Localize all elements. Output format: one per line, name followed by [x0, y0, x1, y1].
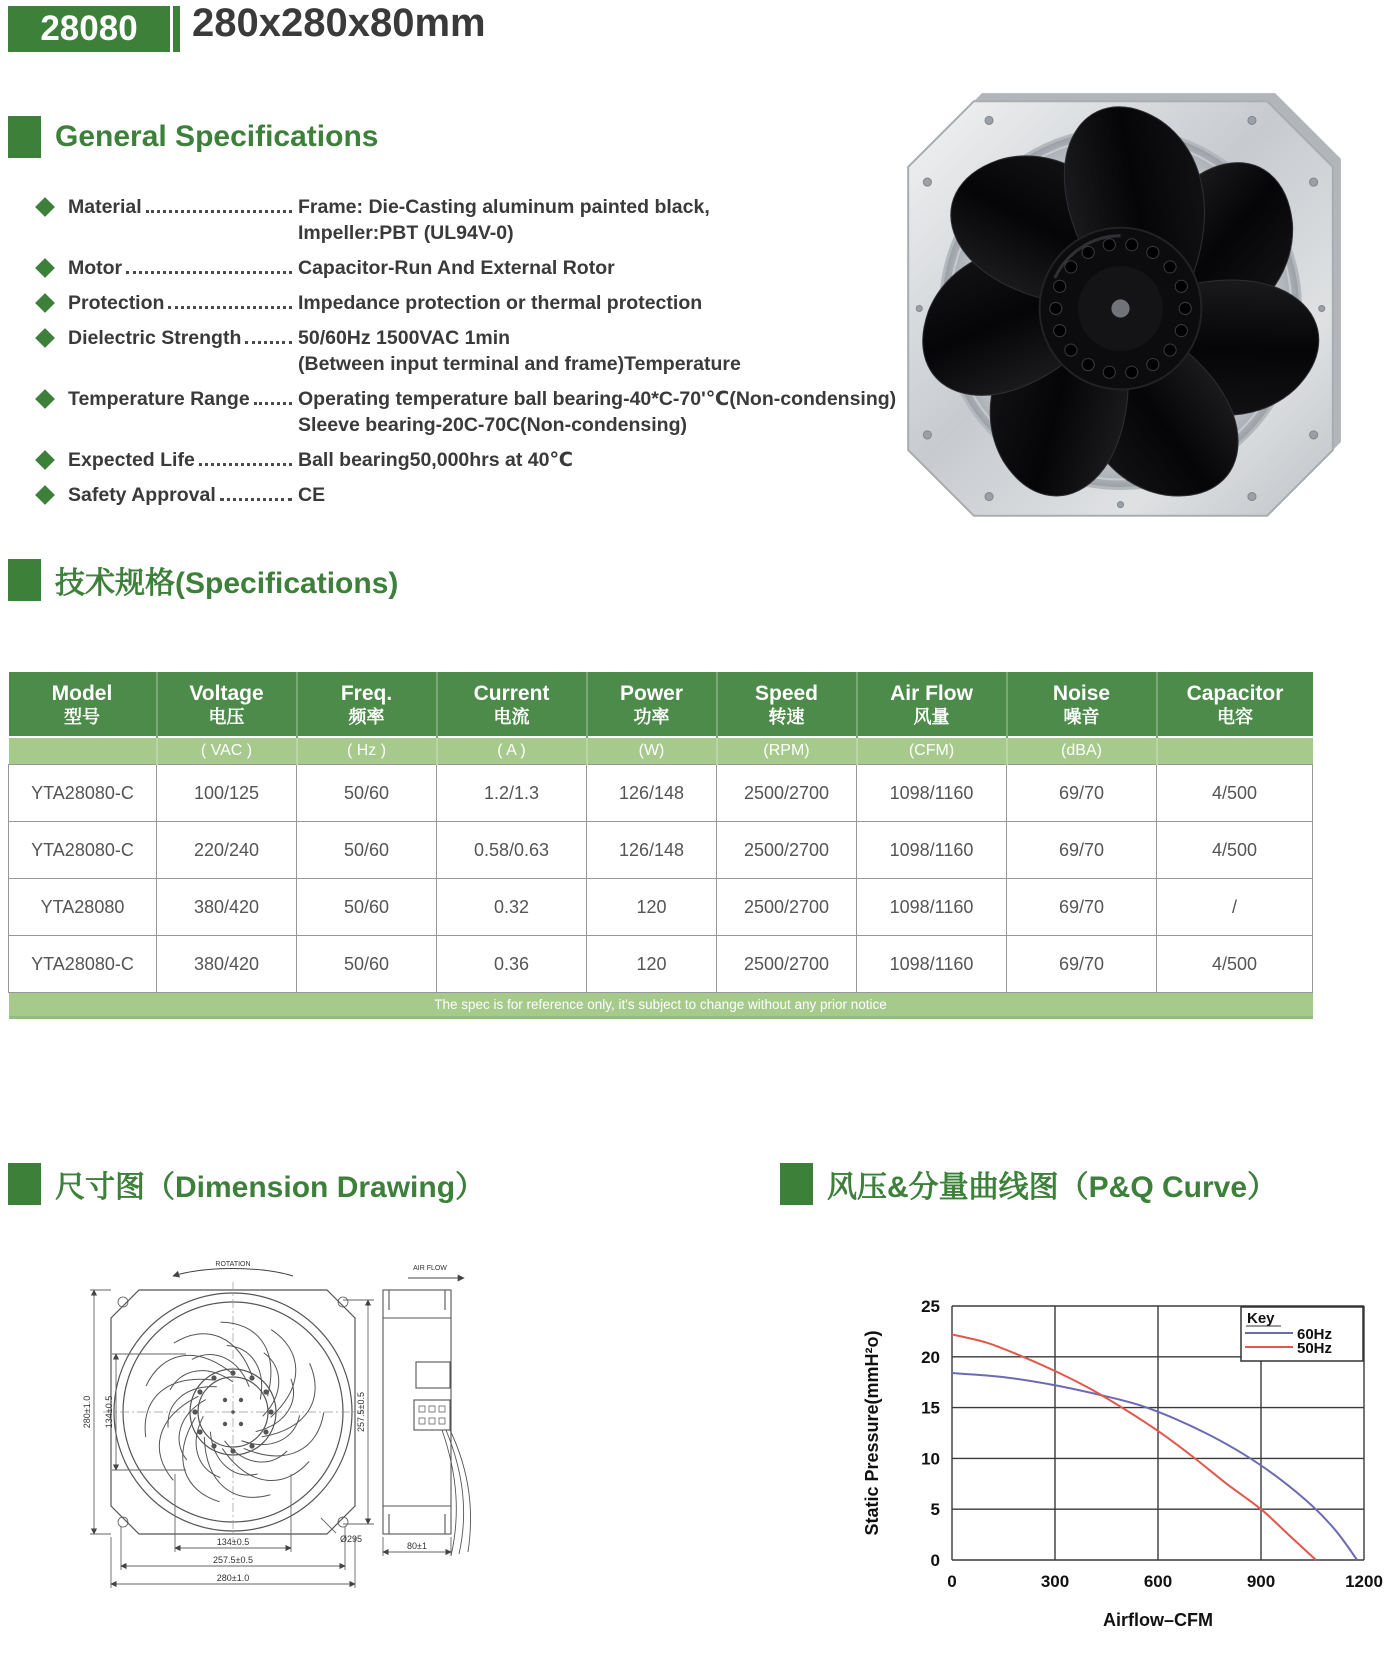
column-unit: (W) — [587, 737, 717, 765]
column-header: Speed 转速 — [717, 672, 857, 737]
legend-label-50Hz: 50Hz — [1297, 1340, 1333, 1357]
column-unit: (dBA) — [1007, 737, 1157, 765]
dim-depth: 80±1 — [407, 1541, 427, 1551]
dot-leader — [245, 326, 292, 344]
spec-table — [8, 672, 1313, 1019]
table-cell: 2500/2700 — [717, 879, 857, 936]
spec-item — [30, 447, 910, 473]
y-tick-label: 10 — [921, 1449, 940, 1469]
column-header: Freq. 频率 — [297, 672, 437, 737]
column-header: Power 功率 — [587, 672, 717, 737]
spec-item-label: Temperature Range — [68, 386, 298, 412]
column-header: Capacitor 电容 — [1157, 672, 1313, 737]
dot-leader — [220, 483, 292, 501]
table-cell: 1.2/1.3 — [437, 765, 587, 822]
green-square-icon — [8, 559, 41, 601]
pq-curve-chart — [852, 1248, 1400, 1666]
table-cell: YTA28080-C — [9, 936, 157, 993]
table-cell: 50/60 — [297, 879, 437, 936]
spec-item-value: 50/60Hz 1500VAC 1min (Between input terminal and frame)Temperature — [298, 327, 741, 375]
column-header: Air Flow 风量 — [857, 672, 1007, 737]
table-row — [9, 936, 1313, 993]
diamond-bullet-icon — [35, 328, 55, 348]
table-cell: 69/70 — [1007, 765, 1157, 822]
table-cell: 4/500 — [1157, 765, 1313, 822]
x-tick-label: 300 — [1040, 1572, 1070, 1591]
table-cell: 380/420 — [157, 879, 297, 936]
legend-label-60Hz: 60Hz — [1297, 1326, 1333, 1343]
x-tick-label: 600 — [1143, 1572, 1173, 1591]
dim-height-inner: 134±0.5 — [104, 1395, 114, 1429]
dim-height-holes: 257.5±0.5 — [356, 1392, 366, 1432]
x-tick-label: 0 — [947, 1572, 957, 1591]
side-view — [383, 1290, 471, 1556]
spec-item-value: CE — [298, 484, 326, 506]
dot-leader — [168, 291, 292, 309]
spec-item — [30, 290, 910, 316]
dim-diameter: Ø295 — [340, 1534, 363, 1544]
diamond-bullet-icon — [35, 389, 55, 409]
diamond-bullet-icon — [35, 450, 55, 470]
x-tick-label: 1200 — [1345, 1572, 1383, 1591]
table-cell: 2500/2700 — [717, 822, 857, 879]
column-unit — [1157, 737, 1313, 765]
table-row — [9, 765, 1313, 822]
table-cell: 4/500 — [1157, 822, 1313, 879]
table-cell: YTA28080 — [9, 879, 157, 936]
legend-title: Key — [1247, 1310, 1275, 1327]
table-row — [9, 879, 1313, 936]
spec-item-value: Frame: Die-Casting aluminum painted black, Impeller:PBT (UL94V-0) — [298, 196, 710, 244]
dim-height-outer: 280±1.0 — [82, 1395, 92, 1429]
spec-item-value: Ball bearing50,000hrs at 40℃ — [298, 449, 574, 471]
x-axis-label: Airflow–CFM — [1103, 1610, 1213, 1630]
table-cell: 100/125 — [157, 765, 297, 822]
column-header: Noise 噪音 — [1007, 672, 1157, 737]
table-cell: 1098/1160 — [857, 936, 1007, 993]
diamond-bullet-icon — [35, 485, 55, 505]
table-cell: 69/70 — [1007, 936, 1157, 993]
table-cell: 380/420 — [157, 936, 297, 993]
spec-item — [30, 194, 910, 246]
table-cell: 69/70 — [1007, 822, 1157, 879]
rotation-label: ROTATION — [215, 1261, 251, 1268]
table-cell: 126/148 — [587, 765, 717, 822]
column-unit: ( A ) — [437, 737, 587, 765]
table-cell: 2500/2700 — [717, 936, 857, 993]
column-unit: (RPM) — [717, 737, 857, 765]
table-cell: 50/60 — [297, 936, 437, 993]
green-square-icon — [8, 1163, 41, 1205]
column-header: Voltage 电压 — [157, 672, 297, 737]
dim-width-inner: 134±0.5 — [216, 1537, 250, 1547]
column-unit: ( VAC ) — [157, 737, 297, 765]
spec-item-label: Dielectric Strength — [68, 325, 298, 351]
table-cell: 1098/1160 — [857, 765, 1007, 822]
table-cell: 1098/1160 — [857, 822, 1007, 879]
dimension-section-title: 尺寸图（Dimension Drawing） — [55, 1171, 486, 1204]
table-cell: 220/240 — [157, 822, 297, 879]
rotation-arrow — [173, 1261, 293, 1276]
table-units-row — [9, 737, 1313, 765]
y-tick-label: 25 — [921, 1297, 940, 1316]
pq-section-header — [780, 1162, 1277, 1206]
general-spec-list — [30, 194, 910, 517]
spec-item-label: Protection — [68, 290, 298, 316]
table-cell: 0.32 — [437, 879, 587, 936]
spec-item — [30, 482, 910, 508]
diamond-bullet-icon — [35, 258, 55, 278]
general-specs-title: General Specifications — [55, 120, 379, 153]
table-cell: YTA28080-C — [9, 765, 157, 822]
model-number-badge: 28080 — [8, 6, 170, 52]
table-cell: 120 — [587, 936, 717, 993]
spec-item-label: Safety Approval — [68, 482, 298, 508]
fan-size-label: 280x280x80mm — [192, 1, 486, 45]
table-cell: 69/70 — [1007, 879, 1157, 936]
table-cell: 1098/1160 — [857, 879, 1007, 936]
table-cell: YTA28080-C — [9, 822, 157, 879]
y-tick-label: 5 — [930, 1500, 940, 1520]
dot-leader — [199, 448, 292, 466]
table-cell: 50/60 — [297, 765, 437, 822]
spec-item-value: Impedance protection or thermal protection — [298, 292, 703, 314]
column-header: Model 型号 — [9, 672, 157, 737]
x-tick-label: 900 — [1246, 1572, 1276, 1591]
dot-leader — [146, 195, 292, 213]
air-flow-arrow — [408, 1265, 464, 1278]
dot-leader — [126, 256, 292, 274]
y-tick-label: 15 — [921, 1398, 940, 1418]
curve-60Hz — [952, 1373, 1357, 1560]
column-unit: (CFM) — [857, 737, 1007, 765]
table-cell: 0.58/0.63 — [437, 822, 587, 879]
y-axis-label: Static Pressure(mmH²o) — [862, 1330, 882, 1536]
pq-section-title: 风压&分量曲线图（P&Q Curve） — [827, 1171, 1278, 1204]
column-unit: ( Hz ) — [297, 737, 437, 765]
dim-width-holes: 257.5±0.5 — [213, 1555, 253, 1565]
table-header-row — [9, 672, 1313, 737]
dimension-drawing — [78, 1222, 498, 1652]
table-cell: 126/148 — [587, 822, 717, 879]
general-specs-header — [8, 116, 378, 158]
column-header: Current 电流 — [437, 672, 587, 737]
diamond-bullet-icon — [35, 293, 55, 313]
spec-item — [30, 255, 910, 281]
table-row — [9, 822, 1313, 879]
spec-item-label: Expected Life — [68, 447, 298, 473]
spec-item-value: Operating temperature ball bearing-40*C-70'℃(Non-condensing) Sleeve bearing-20C-70C(Non-condensing) — [298, 388, 897, 436]
y-tick-label: 20 — [921, 1347, 940, 1367]
spec-item — [30, 325, 910, 377]
air-flow-label: AIR FLOW — [413, 1265, 447, 1272]
table-cell: 2500/2700 — [717, 765, 857, 822]
green-square-icon — [8, 116, 41, 158]
table-cell: 0.36 — [437, 936, 587, 993]
spec-item-label: Material — [68, 194, 298, 220]
spec-item-label: Motor — [68, 255, 298, 281]
diamond-bullet-icon — [35, 197, 55, 217]
table-cell: 120 — [587, 879, 717, 936]
column-unit — [9, 737, 157, 765]
fan-product-photo — [893, 86, 1348, 531]
spec-item — [30, 386, 910, 438]
fan-hub — [1040, 228, 1202, 390]
spec-item-value: Capacitor-Run And External Rotor — [298, 257, 615, 279]
table-cell: / — [1157, 879, 1313, 936]
table-cell: 50/60 — [297, 822, 437, 879]
spec-table-header — [8, 558, 398, 602]
badge-separator — [173, 6, 180, 52]
dim-width-outer: 280±1.0 — [216, 1573, 250, 1583]
spec-table-title: 技术规格(Specifications) — [55, 567, 399, 600]
table-cell: 4/500 — [1157, 936, 1313, 993]
table-footnote: The spec is for reference only, it's subject to change without any prior notice — [9, 993, 1313, 1018]
dimension-section-header — [8, 1162, 485, 1206]
green-square-icon — [780, 1163, 813, 1205]
dot-leader — [254, 387, 292, 405]
y-tick-label: 0 — [930, 1551, 940, 1570]
